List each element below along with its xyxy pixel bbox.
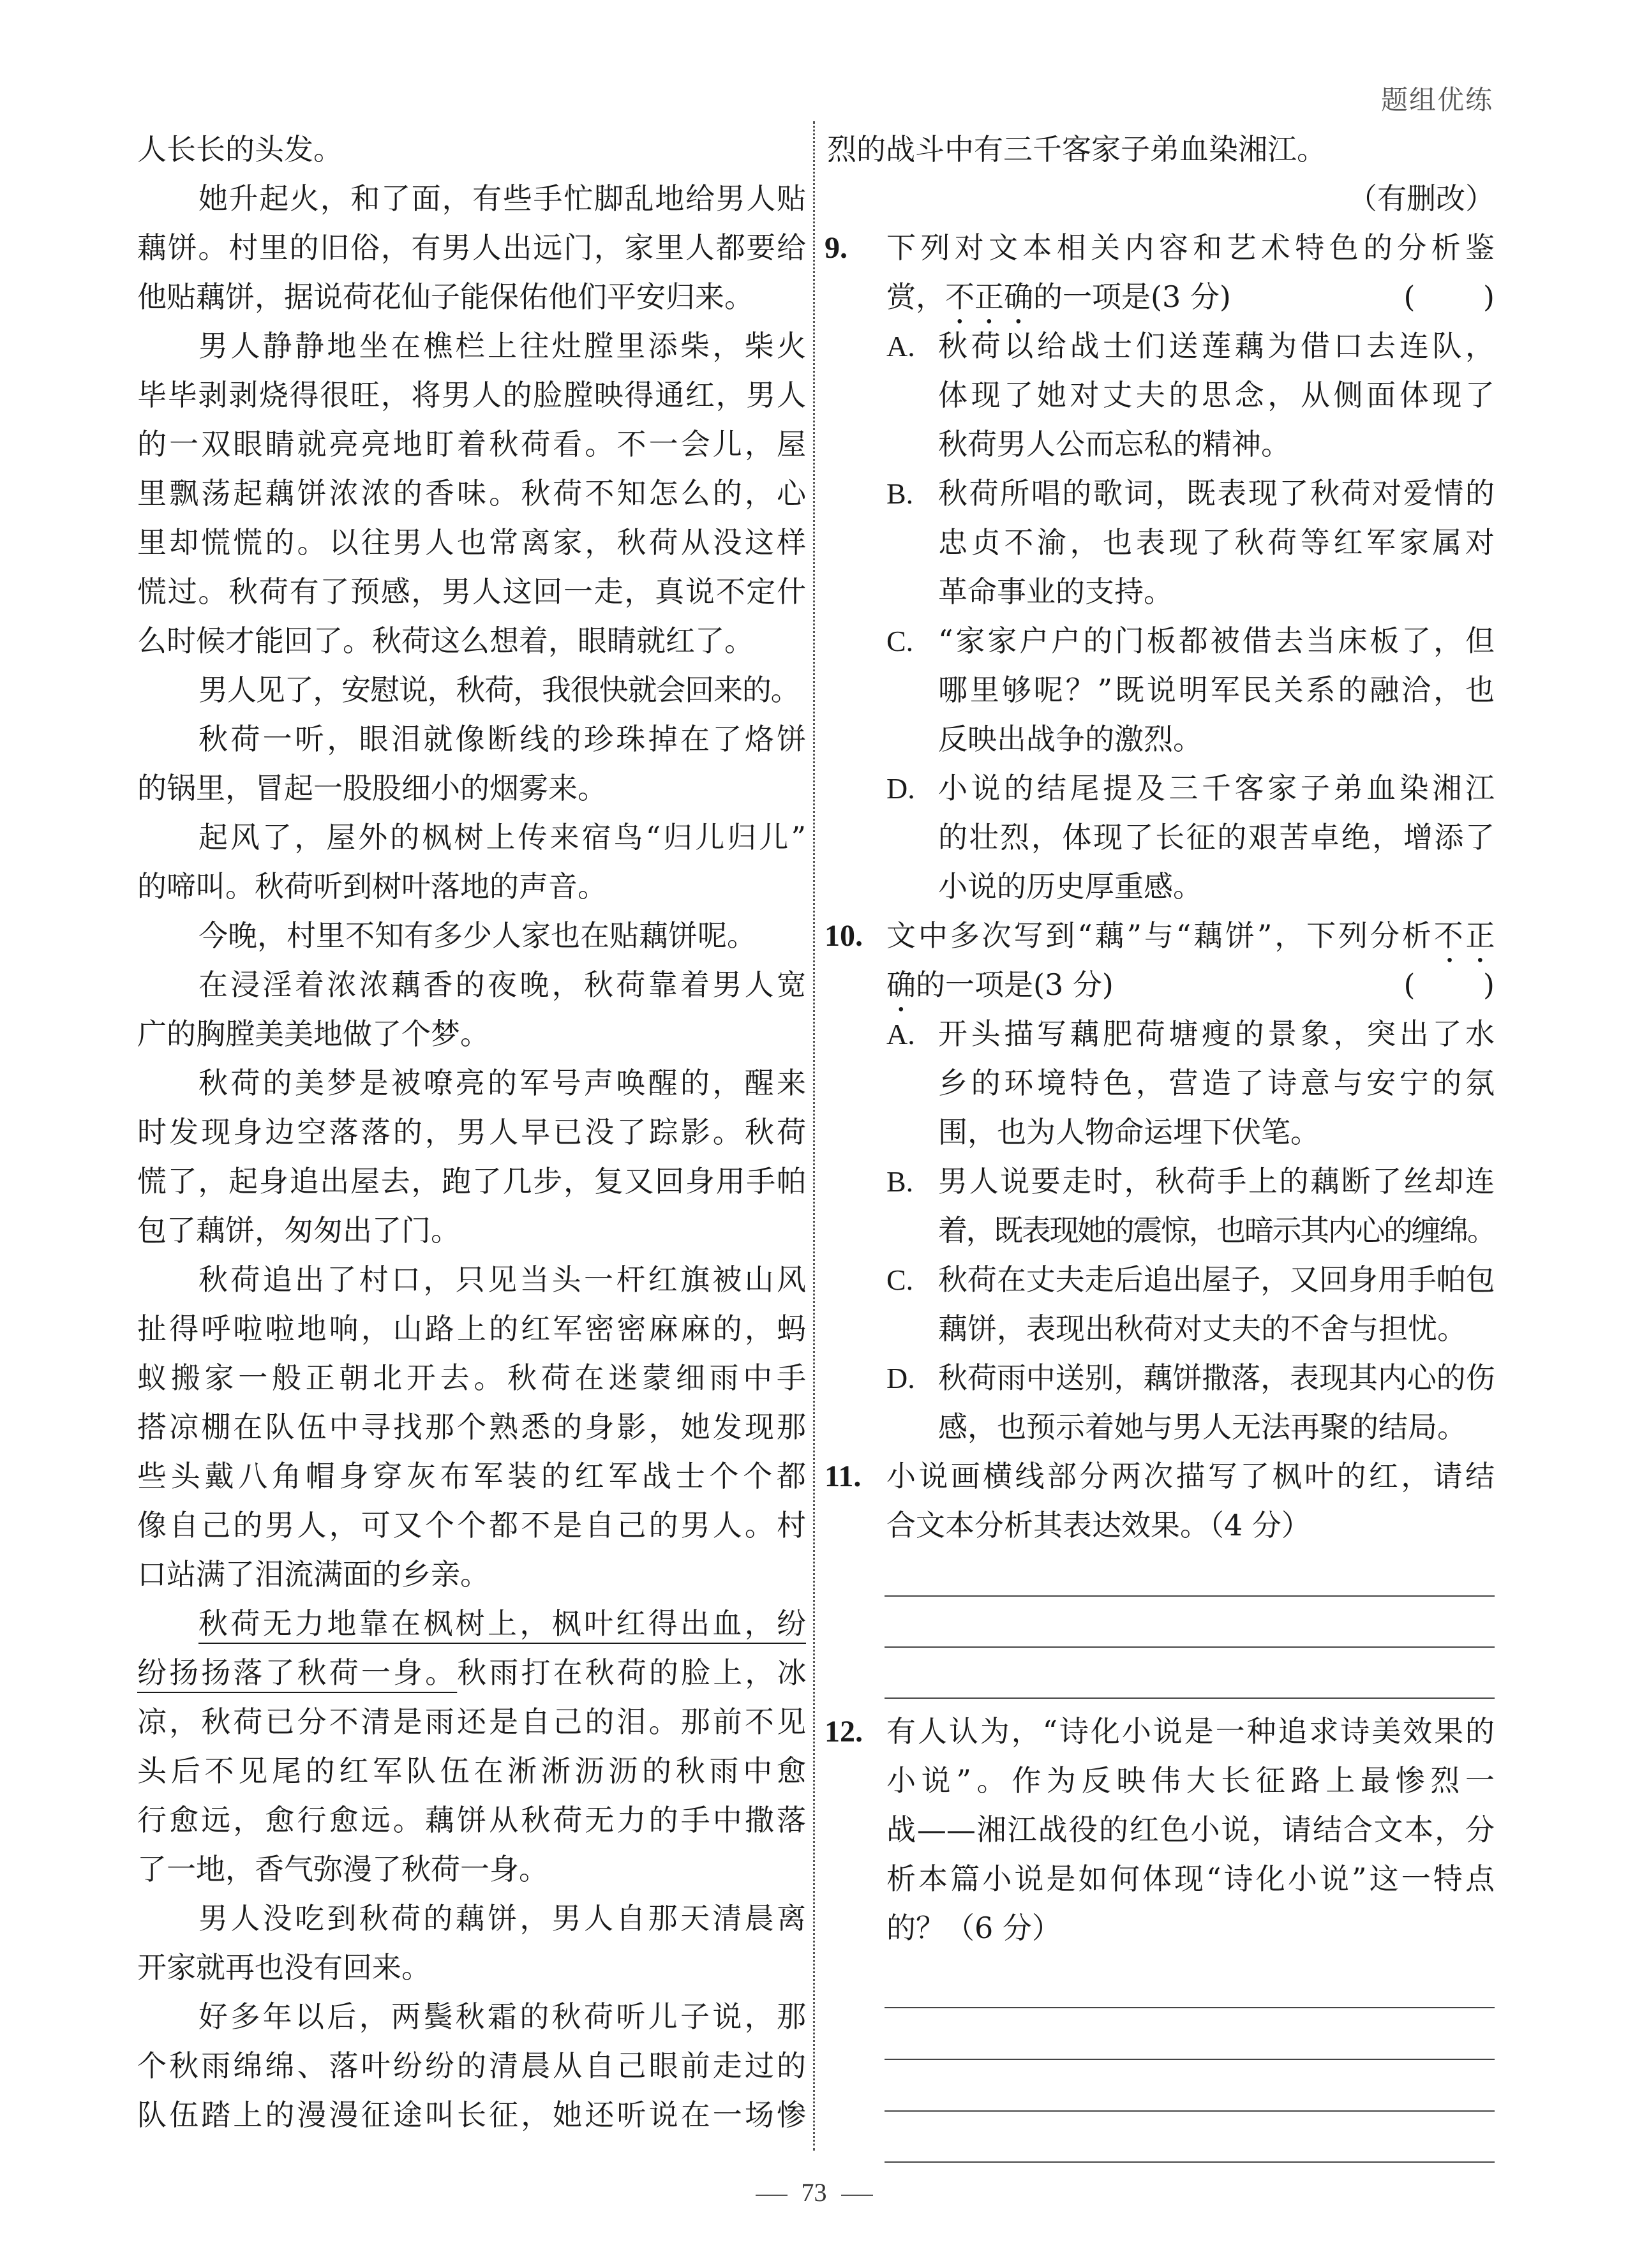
- question-line: [827, 911, 1495, 960]
- question-number: 9.: [825, 231, 848, 265]
- option-line: [827, 862, 1495, 911]
- line-text: [938, 623, 1495, 658]
- line-text: [137, 1655, 806, 1690]
- line-text: [938, 525, 1495, 560]
- line-text: [938, 1311, 1467, 1346]
- page-number-text: 73: [801, 2178, 827, 2207]
- question-line: [827, 223, 1495, 272]
- passage-line: [137, 1157, 806, 1206]
- line-text: [137, 1017, 489, 1051]
- passage-line: [137, 1255, 806, 1304]
- option-line: [827, 371, 1495, 420]
- line-text: [137, 869, 607, 904]
- passage-line: [137, 2041, 806, 2091]
- option-letter: C.: [886, 625, 914, 657]
- line-text: [886, 1763, 1495, 1798]
- answer-line: [885, 1597, 1495, 1648]
- option-line: [827, 469, 1495, 518]
- line-text: [938, 722, 1202, 756]
- answer-blank: ( ): [1403, 967, 1495, 1002]
- text-segment: 凉，秋荷已分不清是雨还是自己的泪。那前不见: [137, 1705, 806, 1739]
- passage-line: [137, 666, 806, 715]
- text-segment: 的一双眼睛就亮亮地盯着秋荷看。不一会儿，屋: [137, 427, 806, 461]
- line-text: [938, 427, 1290, 461]
- passage-line: [137, 1697, 806, 1747]
- question-line: [827, 960, 1495, 1010]
- emphasized-text: 确: [886, 967, 916, 1002]
- answer-lines: [827, 1953, 1495, 2163]
- passage-line: [137, 371, 806, 420]
- passage-line: [827, 125, 1495, 174]
- question-line: [827, 272, 1495, 322]
- line-text: [938, 1361, 1495, 1395]
- text-segment: 围，也为人物命运埋下伏笔。: [938, 1115, 1320, 1149]
- text-segment: 着，既表现她的震惊，也暗示其内心的缠绵。: [938, 1213, 1495, 1248]
- option-letter: B.: [886, 477, 914, 510]
- question-number: 11.: [825, 1459, 862, 1493]
- option-line: [827, 1010, 1495, 1059]
- option-line: [827, 420, 1495, 469]
- option-line: [827, 322, 1495, 371]
- text-segment: 里却慌慌的。以往男人也常离家，秋荷从没这样: [137, 525, 806, 560]
- line-text: [137, 771, 607, 805]
- passage-line: [137, 322, 806, 371]
- line-text: [137, 1803, 806, 1837]
- text-segment: 战——湘江战役的红色小说，请结合文本，分: [886, 1812, 1495, 1847]
- line-text: [137, 574, 806, 609]
- line-text: [938, 378, 1495, 412]
- text-segment: 蚁搬家一般正朝北开去。秋荷在迷蒙细雨中手: [137, 1361, 806, 1395]
- line-text: [938, 820, 1495, 854]
- text-segment: 搭凉棚在队伍中寻找那个熟悉的身影，她发现那: [137, 1410, 806, 1444]
- passage-line: [137, 1845, 806, 1894]
- line-text: [886, 230, 1495, 265]
- text-segment: 她升起火，和了面，有些手忙脚乱地给男人贴: [198, 181, 806, 216]
- line-text: [198, 329, 806, 363]
- option-line: [827, 1157, 1495, 1206]
- line-text: [938, 1164, 1495, 1198]
- line-text: [938, 574, 1173, 609]
- line-text: [938, 1262, 1495, 1297]
- text-segment: 的壮烈，体现了长征的艰苦卓绝，增添了: [938, 820, 1495, 854]
- passage-line: [137, 1501, 806, 1550]
- column-divider: [813, 121, 815, 2151]
- passage-line: [137, 223, 806, 272]
- option-letter: D.: [886, 1362, 915, 1394]
- text-segment: 像自己的男人，可又个个都不是自己的男人。村: [137, 1508, 806, 1542]
- answer-line: [885, 2008, 1495, 2060]
- question-line: [827, 1854, 1495, 1904]
- text-segment: 藕饼，表现出秋荷对丈夫的不舍与担忧。: [938, 1311, 1467, 1346]
- text-segment: 队伍踏上的漫漫征途叫长征，她还听说在一场惨: [137, 2098, 806, 2132]
- text-segment: 慌过。秋荷有了预感，男人这回一走，真说不定什: [137, 574, 806, 609]
- emphasized-text: 不正确: [945, 280, 1033, 314]
- line-text: [198, 820, 806, 854]
- text-segment: 开头描写藕肥荷塘瘦的景象，突出了水: [938, 1017, 1495, 1051]
- text-segment: 些头戴八角帽身穿灰布军装的红军战士个个都: [137, 1459, 806, 1493]
- line-text: [198, 967, 806, 1002]
- text-segment: 反映出战争的激烈。: [938, 722, 1202, 756]
- passage-line: [137, 1304, 806, 1354]
- line-text: [198, 1606, 806, 1641]
- passage-line: [137, 518, 806, 567]
- line-text: [137, 1754, 806, 1788]
- passage-line: [137, 1059, 806, 1108]
- answer-line: [885, 1648, 1495, 1699]
- passage-line: [137, 469, 806, 518]
- passage-line: [137, 174, 806, 223]
- line-text: [1348, 181, 1495, 216]
- text-segment: 起风了，屋外的枫树上传来宿鸟“归儿归儿”: [198, 820, 806, 854]
- text-segment: 小说的历史厚重感。: [938, 869, 1202, 904]
- text-segment: 秋荷以给战士们送莲藕为借口去连队，: [938, 329, 1495, 363]
- passage-line: [137, 1894, 806, 1943]
- line-text: [198, 1901, 806, 1936]
- text-segment: 今晚，村里不知有多少人家也在贴藕饼呢。: [198, 918, 756, 953]
- line-text: [137, 1164, 806, 1198]
- answer-line: [885, 2112, 1495, 2163]
- question-line: [827, 1452, 1495, 1501]
- line-text: [938, 329, 1495, 363]
- question-line: [827, 1805, 1495, 1854]
- text-segment: 烈的战斗中有三千客家子弟血染湘江。: [827, 132, 1326, 167]
- text-segment: “家家户户的门板都被借去当床板了，但: [938, 623, 1495, 658]
- option-letter: A.: [886, 1018, 915, 1050]
- text-segment: 的锅里，冒起一股股细小的烟雾来。: [137, 771, 607, 805]
- answer-lines: [827, 1550, 1495, 1699]
- passage-line: [137, 960, 806, 1010]
- text-segment: 体现了她对丈夫的思念，从侧面体现了: [938, 378, 1495, 412]
- line-text: [827, 132, 1326, 167]
- text-segment: 个秋雨绵绵、落叶纷纷的清晨从自己眼前走过的: [137, 2048, 806, 2083]
- line-text: [938, 1066, 1495, 1100]
- passage-line: [137, 2091, 806, 2140]
- passage-column: [137, 125, 806, 2140]
- line-text: [137, 1410, 806, 1444]
- line-text: [198, 1262, 806, 1297]
- option-line: [827, 764, 1495, 813]
- dash-right: [841, 2195, 873, 2196]
- line-text: [137, 2048, 806, 2083]
- option-line: [827, 1354, 1495, 1403]
- line-text: [137, 378, 806, 412]
- text-segment: 秋荷追出了村口，只见当头一杆红旗被山风: [198, 1262, 806, 1297]
- text-segment: 小说的结尾提及三千客家子弟血染湘江: [938, 771, 1495, 805]
- passage-line: [137, 1992, 806, 2041]
- answer-line: [885, 1953, 1495, 2008]
- line-text: [886, 1714, 1495, 1749]
- text-segment: 感，也预示着她与男人无法再聚的结局。: [938, 1410, 1467, 1444]
- text-segment: 哪里够呢？”既说明军民关系的融洽，也: [938, 673, 1495, 707]
- text-segment: （有删改）: [1348, 181, 1495, 216]
- passage-line: [137, 1747, 806, 1796]
- line-text: [198, 181, 806, 216]
- passage-line: [137, 1943, 806, 1992]
- question-line: [827, 1501, 1495, 1550]
- passage-line: [137, 1648, 806, 1697]
- line-text: [137, 1361, 806, 1395]
- text-segment: 乡的环境特色，营造了诗意与安宁的氛: [938, 1066, 1495, 1100]
- answer-line: [885, 2060, 1495, 2112]
- text-segment: 扯得呼啦啦地响，山路上的红军密密麻麻的，蚂: [137, 1311, 806, 1346]
- option-line: [827, 666, 1495, 715]
- text-segment: 他贴藕饼，据说荷花仙子能保佑他们平安归来。: [137, 280, 754, 314]
- text-segment: 合文本分析其表达效果。（4 分）: [886, 1508, 1311, 1542]
- text-segment: 小说”。作为反映伟大长征路上最惨烈一: [886, 1763, 1495, 1798]
- text-segment: 里飘荡起藕饼浓浓的香味。秋荷不知怎么的，心: [137, 476, 806, 511]
- text-segment: 行愈远，愈行愈远。藕饼从秋荷无力的手中撒落: [137, 1803, 806, 1837]
- option-letter: D.: [886, 772, 915, 805]
- underlined-text: 秋荷无力地靠在枫树上，枫叶红得出血，纷: [198, 1606, 806, 1641]
- questions-column: [827, 125, 1495, 2163]
- passage-line: [137, 1796, 806, 1845]
- question-number: 10.: [825, 919, 863, 953]
- line-text: [137, 1459, 806, 1493]
- line-text: [198, 722, 806, 756]
- line-text: [886, 918, 1495, 953]
- line-text: [938, 869, 1202, 904]
- passage-line: [137, 420, 806, 469]
- text-segment: 秋荷雨中送别，藕饼撒落，表现其内心的伤: [938, 1361, 1495, 1395]
- text-segment: 秋荷男人公而忘私的精神。: [938, 427, 1290, 461]
- line-text: [137, 280, 754, 314]
- spacer: [827, 1699, 1495, 1707]
- line-text: [137, 525, 806, 560]
- text-segment: 的？（6 分）: [886, 1911, 1061, 1945]
- text-segment: 么时候才能回了。秋荷这么想着，眼睛就红了。: [137, 623, 754, 658]
- line-text: [886, 1459, 1495, 1493]
- text-segment: 头后不见尾的红军队伍在淅淅沥沥的秋雨中愈: [137, 1754, 806, 1788]
- text-segment: 男人说要走时，秋荷手上的藕断了丝却连: [938, 1164, 1495, 1198]
- text-segment: 秋荷所唱的歌词，既表现了秋荷对爱情的: [938, 476, 1495, 511]
- answer-line: [885, 1550, 1495, 1597]
- line-text: [886, 1861, 1495, 1896]
- option-line: [827, 1206, 1495, 1255]
- passage-line: [137, 1403, 806, 1452]
- line-text: [137, 230, 806, 265]
- line-text: [137, 476, 806, 511]
- line-text: [886, 967, 1114, 1002]
- text-segment: 小说画横线部分两次描写了枫叶的红，请结: [886, 1459, 1495, 1493]
- passage-line: [137, 1206, 806, 1255]
- text-segment: 的一项是(3 分): [1033, 280, 1231, 314]
- line-text: [137, 1311, 806, 1346]
- question-line: [827, 1756, 1495, 1805]
- option-letter: C.: [886, 1264, 914, 1296]
- text-segment: 下列对文本相关内容和艺术特色的分析鉴: [886, 230, 1495, 265]
- option-line: [827, 1403, 1495, 1452]
- text-segment: 忠贞不渝，也表现了秋荷等红军家属对: [938, 525, 1495, 560]
- text-segment: 时发现身边空落落的，男人早已没了踪影。秋荷: [137, 1115, 806, 1149]
- text-segment: 革命事业的支持。: [938, 574, 1173, 609]
- text-segment: 男人静静地坐在樵栏上往灶膛里添柴，柴火: [198, 329, 806, 363]
- option-line: [827, 567, 1495, 616]
- passage-line: [137, 1010, 806, 1059]
- underlined-text: 纷扬扬落了秋荷一身。: [137, 1655, 458, 1690]
- text-segment: 在浸淫着浓浓藕香的夜晚，秋荷靠着男人宽: [198, 967, 806, 1002]
- question-line: [827, 1904, 1495, 1953]
- option-line: [827, 1255, 1495, 1304]
- line-text: [137, 1115, 806, 1149]
- text-segment: 析本篇小说是如何体现“诗化小说”这一特点: [886, 1861, 1495, 1896]
- text-segment: 男人没吃到秋荷的藕饼，男人自那天清晨离: [198, 1901, 806, 1936]
- passage-line: [137, 862, 806, 911]
- passage-line: [137, 1599, 806, 1648]
- line-text: [137, 1557, 489, 1592]
- question-number: 12.: [825, 1715, 863, 1749]
- text-segment: 人长长的头发。: [137, 132, 343, 167]
- text-segment: 包了藕饼，匆匆出了门。: [137, 1213, 460, 1248]
- answer-blank: ( ): [1403, 280, 1495, 314]
- line-text: [886, 280, 1231, 314]
- line-text: [938, 1017, 1495, 1051]
- text-segment: 开家就再也没有回来。: [137, 1950, 431, 1985]
- passage-line: [137, 911, 806, 960]
- text-segment: 了一地，香气弥漫了秋荷一身。: [137, 1852, 548, 1886]
- line-text: [938, 1410, 1467, 1444]
- text-segment: 藕饼。村里的旧俗，有男人出远门，家里人都要给: [137, 230, 806, 265]
- option-line: [827, 813, 1495, 862]
- line-text: [137, 1508, 806, 1542]
- text-segment: 秋荷在丈夫走后追出屋子，又回身用手帕包: [938, 1262, 1495, 1297]
- line-text: [137, 2098, 806, 2132]
- text-segment: 好多年以后，两鬓秋霜的秋荷听儿子说，那: [198, 1999, 806, 2034]
- passage-line: [137, 1108, 806, 1157]
- option-line: [827, 1304, 1495, 1354]
- line-text: [198, 1999, 806, 2034]
- text-segment: 男人见了，安慰说，秋荷，我很快就会回来的。: [198, 673, 800, 707]
- line-text: [137, 623, 754, 658]
- text-segment: 秋雨打在秋荷的脸上，冰: [457, 1655, 806, 1690]
- text-segment: 的一项是(3 分): [916, 967, 1114, 1002]
- text-segment: 毕毕剥剥烧得很旺，将男人的脸膛映得通红，男人: [137, 378, 806, 412]
- passage-line: [137, 272, 806, 322]
- text-segment: 慌了，起身追出屋去，跑了几步，复又回身用手帕: [137, 1164, 806, 1198]
- line-text: [137, 132, 343, 167]
- passage-line: [137, 715, 806, 764]
- option-line: [827, 616, 1495, 666]
- section-tag: 题组优练: [1380, 84, 1493, 116]
- source-note: [827, 174, 1495, 223]
- question-line: [827, 1707, 1495, 1756]
- line-text: [886, 1911, 1061, 1945]
- page-number: [0, 2177, 1628, 2207]
- line-text: [137, 1950, 431, 1985]
- line-text: [886, 1812, 1495, 1847]
- passage-line: [137, 813, 806, 862]
- line-text: [198, 673, 800, 707]
- passage-line: [137, 1452, 806, 1501]
- text-segment: 有人认为，“诗化小说是一种追求诗美效果的: [886, 1714, 1495, 1749]
- text-segment: 秋荷的美梦是被嘹亮的军号声唤醒的，醒来: [198, 1066, 806, 1100]
- text-segment: 的啼叫。秋荷听到树叶落地的声音。: [137, 869, 607, 904]
- passage-line: [137, 1550, 806, 1599]
- passage-line: [137, 764, 806, 813]
- passage-line: [137, 125, 806, 174]
- option-line: [827, 715, 1495, 764]
- line-text: [886, 1508, 1311, 1542]
- option-line: [827, 1059, 1495, 1108]
- passage-line: [137, 616, 806, 666]
- line-text: [938, 771, 1495, 805]
- line-text: [198, 918, 756, 953]
- passage-line: [137, 567, 806, 616]
- option-letter: A.: [886, 330, 915, 362]
- line-text: [938, 1115, 1320, 1149]
- text-segment: 口站满了泪流满面的乡亲。: [137, 1557, 489, 1592]
- line-text: [137, 1705, 806, 1739]
- line-text: [938, 1213, 1495, 1248]
- text-segment: 文中多次写到“藕”与“藕饼”，下列分析: [886, 918, 1434, 953]
- line-text: [938, 673, 1495, 707]
- option-line: [827, 1108, 1495, 1157]
- line-text: [137, 1213, 460, 1248]
- text-segment: 广的胸膛美美地做了个梦。: [137, 1017, 489, 1051]
- emphasized-text: 不正: [1433, 918, 1495, 953]
- line-text: [137, 427, 806, 461]
- passage-line: [137, 1354, 806, 1403]
- line-text: [938, 476, 1495, 511]
- line-text: [198, 1066, 806, 1100]
- option-letter: B.: [886, 1165, 914, 1198]
- option-line: [827, 518, 1495, 567]
- dash-left: [756, 2195, 788, 2196]
- text-segment: 赏，: [886, 280, 945, 314]
- line-text: [137, 1852, 548, 1886]
- text-segment: 秋荷一听，眼泪就像断线的珍珠掉在了烙饼: [198, 722, 806, 756]
